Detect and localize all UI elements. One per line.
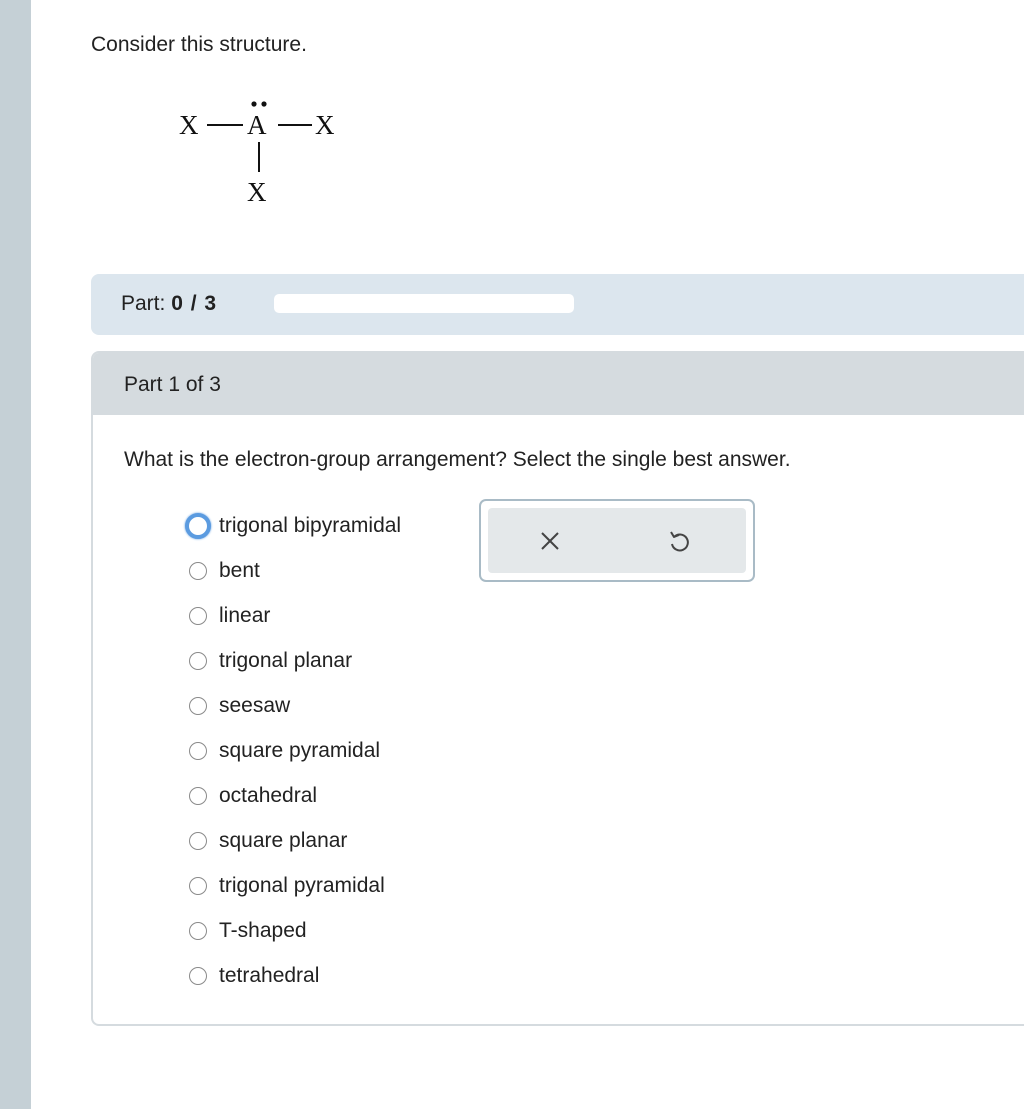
option-tetrahedral[interactable] — [189, 953, 401, 998]
ligand-right: X — [315, 110, 335, 140]
part-title: Part 1 of 3 — [124, 373, 221, 396]
option-label: square pyramidal — [219, 738, 381, 762]
radio-button[interactable] — [189, 967, 207, 985]
undo-button[interactable] — [666, 528, 692, 554]
part-progress-bar — [91, 274, 1024, 335]
answer-tools — [479, 499, 755, 582]
radio-button[interactable] — [189, 652, 207, 670]
question-text: What is the electron-group arrangement? Select the single best answer. — [124, 448, 791, 471]
option-t-shaped[interactable] — [189, 908, 401, 953]
option-label: trigonal bipyramidal — [219, 513, 402, 537]
radio-button[interactable] — [189, 562, 207, 580]
part-progress-label — [121, 292, 217, 316]
option-label: trigonal planar — [219, 648, 353, 672]
option-square-pyramidal[interactable] — [189, 728, 401, 773]
option-trigonal-bipyramidal[interactable] — [189, 503, 401, 548]
option-square-planar[interactable] — [189, 818, 401, 863]
radio-button[interactable] — [189, 877, 207, 895]
central-atom: A — [247, 110, 267, 140]
question-prompt: Consider this structure. — [91, 33, 307, 56]
lone-pair-dot-left — [251, 101, 256, 106]
radio-button[interactable] — [189, 742, 207, 760]
lone-pair-dot-right — [261, 101, 266, 106]
lewis-structure-diagram — [170, 90, 370, 220]
clear-answer-button[interactable] — [537, 528, 563, 554]
radio-button[interactable] — [189, 697, 207, 715]
progress-track — [274, 294, 574, 313]
option-label: linear — [219, 603, 271, 627]
option-label: T-shaped — [219, 918, 307, 942]
option-linear[interactable] — [189, 593, 401, 638]
radio-button[interactable] — [189, 787, 207, 805]
ligand-bottom: X — [247, 177, 267, 207]
undo-icon — [666, 528, 692, 554]
option-label: seesaw — [219, 693, 291, 717]
option-trigonal-pyramidal[interactable] — [189, 863, 401, 908]
part-count: 0 / 3 — [171, 292, 218, 315]
option-bent[interactable] — [189, 548, 401, 593]
option-octahedral[interactable] — [189, 773, 401, 818]
left-sidebar-strip — [0, 0, 31, 1109]
ligand-left: X — [179, 110, 199, 140]
close-icon — [537, 528, 563, 554]
question-card — [91, 351, 1024, 1026]
answer-tools-panel — [488, 508, 746, 573]
option-label: bent — [219, 558, 260, 582]
radio-button[interactable] — [189, 922, 207, 940]
radio-button[interactable] — [189, 832, 207, 850]
option-seesaw[interactable] — [189, 683, 401, 728]
option-label: octahedral — [219, 783, 318, 807]
option-trigonal-planar[interactable] — [189, 638, 401, 683]
radio-button[interactable] — [189, 607, 207, 625]
option-label: tetrahedral — [219, 963, 320, 987]
radio-button[interactable] — [185, 513, 211, 539]
answer-options — [189, 503, 401, 998]
option-label: square planar — [219, 828, 348, 852]
part-label-text: Part: — [121, 292, 166, 315]
option-label: trigonal pyramidal — [219, 873, 385, 897]
card-header — [93, 353, 1024, 415]
